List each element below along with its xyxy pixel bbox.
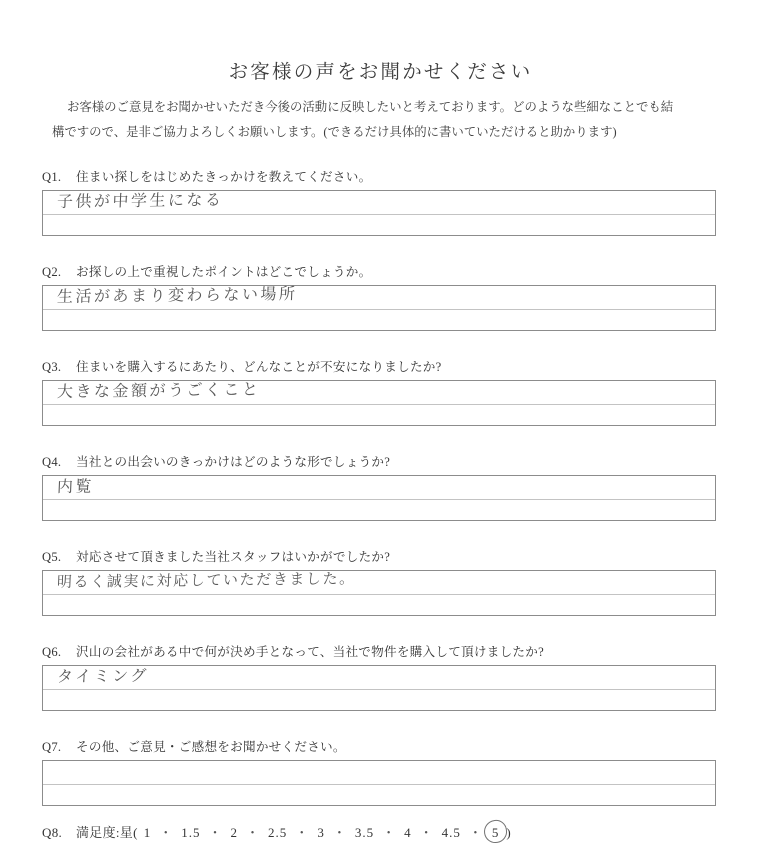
answer-box-divider [43, 689, 715, 690]
handwritten-answer-6: タイミング [56, 665, 150, 687]
answer-field-2[interactable] [42, 285, 716, 331]
rating-option-3[interactable] [311, 825, 331, 840]
answer-box-divider [43, 784, 715, 785]
handwritten-answer-3: 大きな金額がうごくこと [56, 379, 261, 402]
rating-option-1[interactable] [138, 825, 158, 840]
rating-separator: ・ [159, 825, 174, 840]
rating-option-value: 4.5 [441, 825, 461, 840]
question-number-3: Q3. [42, 360, 62, 374]
rating-separator: ・ [295, 825, 310, 840]
rating-separator: ・ [419, 825, 434, 840]
rating-option-4[interactable] [398, 825, 418, 840]
rating-separator: ・ [332, 825, 347, 840]
rating-option-value: 3 [317, 825, 325, 840]
intro-line-2: 構ですので、是非ご協力よろしくお願いします。(できるだけ具体的に書いていただけると助かります) [52, 125, 617, 139]
answer-box-divider [43, 594, 715, 595]
answer-field-3[interactable] [42, 380, 716, 426]
answer-field-4[interactable] [42, 475, 716, 521]
rating-separator: ・ [382, 825, 397, 840]
rating-option-value: 1 [143, 825, 152, 840]
question-label-7 [42, 736, 718, 755]
handwritten-answer-1: 子供が中学生になる [56, 189, 224, 212]
answer-box-divider [43, 214, 715, 215]
question-text-1: 住まい探しをはじめたきっかけを教えてください。 [76, 170, 372, 184]
question-label-6 [42, 641, 718, 660]
rating-option-value: 4 [404, 825, 412, 840]
intro-line-1: お客様のご意見をお聞かせいただき今後の活動に反映したいと考えております。どのような些細なことでも結 [67, 100, 674, 114]
page-title: お客様の声をお聞かせください [228, 62, 533, 83]
question-block-2 [42, 261, 718, 331]
question-text-5: 対応させて頂きました当社スタッフはいかがでしたか? [76, 550, 391, 564]
handwritten-answer-2: 生活があまり変わらない場所 [56, 284, 298, 307]
rating-option-value: 1.5 [181, 825, 201, 840]
question-label-4 [42, 451, 718, 470]
rating-option-3-5[interactable] [349, 825, 380, 840]
rating-option-value: 5 [491, 825, 500, 840]
rating-question-label: 満足度:星( [76, 825, 138, 840]
rating-question-number: Q8. [42, 825, 63, 840]
rating-separator: ・ [468, 825, 483, 840]
question-block-6 [42, 641, 718, 711]
question-block-4 [42, 451, 718, 521]
question-text-2: お探しの上で重視したポイントはどこでしょうか。 [76, 265, 372, 279]
answer-field-5[interactable] [42, 570, 716, 616]
rating-close-paren: ) [506, 825, 512, 840]
question-text-6: 沢山の会社がある中で何が決め手となって、当社で物件を購入して頂けましたか? [76, 645, 544, 659]
rating-option-value: 3.5 [354, 825, 375, 840]
question-block-1 [42, 166, 718, 236]
handwritten-answer-4: 内覧 [56, 476, 95, 497]
rating-scale [138, 825, 507, 840]
rating-option-1-5[interactable] [175, 825, 206, 840]
question-text-3: 住まいを購入するにあたり、どんなことが不安になりましたか? [76, 360, 442, 374]
rating-option-5[interactable] [485, 825, 507, 841]
answer-field-7[interactable] [42, 760, 716, 806]
question-number-2: Q2. [42, 265, 62, 279]
question-number-4: Q4. [42, 455, 62, 469]
question-block-5 [42, 546, 718, 616]
question-block-7 [42, 736, 718, 806]
rating-option-value: 2.5 [268, 825, 288, 840]
question-number-5: Q5. [42, 550, 62, 564]
question-block-3 [42, 356, 718, 426]
rating-separator: ・ [208, 825, 223, 840]
question-number-1: Q1. [42, 170, 62, 184]
rating-separator: ・ [246, 825, 261, 840]
intro-paragraph [52, 95, 716, 145]
question-number-6: Q6. [42, 645, 62, 659]
handwritten-answer-7 [56, 759, 57, 785]
question-label-3 [42, 356, 718, 375]
question-number-7: Q7. [42, 740, 62, 754]
question-label-2 [42, 261, 718, 280]
rating-option-2[interactable] [225, 825, 245, 840]
handwritten-answer-5: 明るく誠実に対応していただきました。 [56, 569, 357, 592]
question-text-7: その他、ご意見・ご感想をお聞かせください。 [76, 740, 346, 754]
question-text-4: 当社との出会いのきっかけはどのような形でしょうか? [76, 455, 391, 469]
question-label-5 [42, 546, 718, 565]
answer-box-divider [43, 404, 715, 405]
rating-option-4-5[interactable] [436, 825, 467, 840]
satisfaction-rating-row [42, 822, 718, 841]
rating-option-2-5[interactable] [262, 825, 293, 840]
rating-option-value: 2 [230, 825, 239, 840]
answer-box-divider [43, 499, 715, 500]
question-label-1 [42, 166, 718, 185]
answer-field-1[interactable] [42, 190, 716, 236]
answer-field-6[interactable] [42, 665, 716, 711]
answer-box-divider [43, 309, 715, 310]
